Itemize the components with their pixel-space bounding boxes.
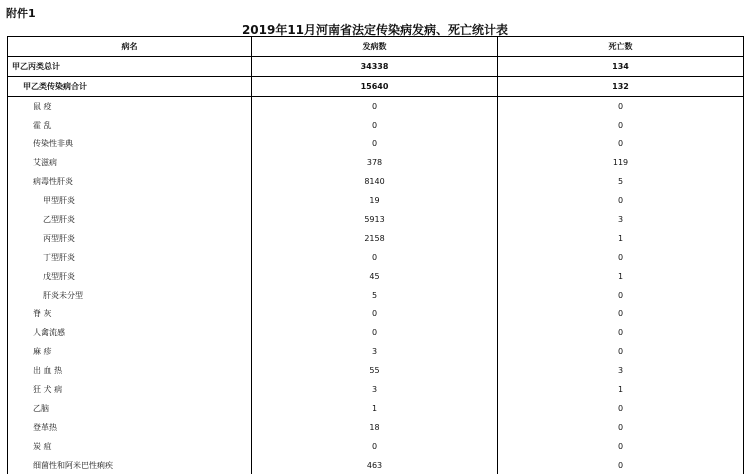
- cases-cell: 0: [252, 116, 498, 135]
- deaths-cell: 0: [498, 437, 744, 456]
- table-row: [8, 399, 744, 418]
- table-row: [8, 304, 744, 323]
- disease-name-cell: 麻 疹: [8, 342, 252, 361]
- deaths-cell: 0: [498, 248, 744, 267]
- disease-name-cell: 鼠 疫: [8, 96, 252, 115]
- deaths-cell: 0: [498, 116, 744, 135]
- cases-cell: 3: [252, 380, 498, 399]
- cases-cell: 0: [252, 248, 498, 267]
- cases-cell: 34338: [252, 56, 498, 76]
- deaths-cell: 0: [498, 304, 744, 323]
- cases-cell: 0: [252, 437, 498, 456]
- table-row: [8, 342, 744, 361]
- table-row: [8, 134, 744, 153]
- cases-cell: 378: [252, 153, 498, 172]
- deaths-cell: 132: [498, 76, 744, 96]
- deaths-cell: 0: [498, 456, 744, 474]
- table-row: [8, 361, 744, 380]
- table-row: [8, 172, 744, 191]
- table-row: [8, 456, 744, 474]
- disease-name-cell: 乙型肝炎: [8, 210, 252, 229]
- disease-name-cell: 脊 灰: [8, 304, 252, 323]
- disease-name-cell: 乙脑: [8, 399, 252, 418]
- table-row: [8, 323, 744, 342]
- cases-cell: 5913: [252, 210, 498, 229]
- cases-cell: 19: [252, 191, 498, 210]
- disease-name-cell: 霍 乱: [8, 116, 252, 135]
- table-header-row: [8, 37, 744, 57]
- cases-cell: 0: [252, 134, 498, 153]
- deaths-cell: 1: [498, 380, 744, 399]
- disease-name-cell: 肝炎未分型: [8, 286, 252, 305]
- cases-cell: 45: [252, 267, 498, 286]
- deaths-cell: 0: [498, 191, 744, 210]
- deaths-cell: 0: [498, 286, 744, 305]
- cases-cell: 5: [252, 286, 498, 305]
- table-row: [8, 418, 744, 437]
- cases-cell: 463: [252, 456, 498, 474]
- deaths-cell: 3: [498, 210, 744, 229]
- deaths-cell: 0: [498, 134, 744, 153]
- table-row: [8, 210, 744, 229]
- cases-cell: 0: [252, 96, 498, 115]
- cases-cell: 18: [252, 418, 498, 437]
- deaths-cell: 1: [498, 267, 744, 286]
- disease-name-cell: 戊型肝炎: [8, 267, 252, 286]
- table-row: [8, 96, 744, 115]
- page-title: 2019年11月河南省法定传染病发病、死亡统计表: [0, 21, 750, 38]
- table-row: [8, 380, 744, 399]
- subtotal-row: [8, 76, 744, 96]
- deaths-cell: 134: [498, 56, 744, 76]
- deaths-cell: 5: [498, 172, 744, 191]
- deaths-cell: 0: [498, 96, 744, 115]
- attachment-label: 附件1: [6, 5, 36, 21]
- statistics-table: [7, 36, 744, 474]
- disease-name-cell: 人禽流感: [8, 323, 252, 342]
- disease-name-cell: 传染性非典: [8, 134, 252, 153]
- cases-cell: 3: [252, 342, 498, 361]
- disease-name-cell: 甲乙类传染病合计: [8, 76, 252, 96]
- table-row: [8, 191, 744, 210]
- table-row: [8, 116, 744, 135]
- disease-name-cell: 细菌性和阿米巴性痢疾: [8, 456, 252, 474]
- grand-total-row: [8, 56, 744, 76]
- table-body: [8, 37, 744, 474]
- table-row: [8, 248, 744, 267]
- disease-name-cell: 甲乙丙类总计: [8, 56, 252, 76]
- disease-name-cell: 出 血 热: [8, 361, 252, 380]
- disease-name-cell: 甲型肝炎: [8, 191, 252, 210]
- cases-cell: 8140: [252, 172, 498, 191]
- cases-cell: 0: [252, 304, 498, 323]
- table-row: [8, 153, 744, 172]
- table-row: [8, 437, 744, 456]
- table-row: [8, 229, 744, 248]
- deaths-cell: 0: [498, 342, 744, 361]
- disease-name-cell: 炭 疽: [8, 437, 252, 456]
- deaths-cell: 0: [498, 399, 744, 418]
- disease-name-cell: 丁型肝炎: [8, 248, 252, 267]
- table-row: [8, 286, 744, 305]
- cases-cell: 1: [252, 399, 498, 418]
- deaths-cell: 0: [498, 418, 744, 437]
- deaths-cell: 119: [498, 153, 744, 172]
- deaths-cell: 3: [498, 361, 744, 380]
- disease-name-cell: 狂 犬 病: [8, 380, 252, 399]
- header-disease-name: 病名: [8, 37, 252, 57]
- disease-name-cell: 丙型肝炎: [8, 229, 252, 248]
- deaths-cell: 1: [498, 229, 744, 248]
- disease-name-cell: 艾滋病: [8, 153, 252, 172]
- disease-name-cell: 登革热: [8, 418, 252, 437]
- cases-cell: 0: [252, 323, 498, 342]
- cases-cell: 2158: [252, 229, 498, 248]
- header-cases: 发病数: [252, 37, 498, 57]
- cases-cell: 15640: [252, 76, 498, 96]
- table-row: [8, 267, 744, 286]
- disease-name-cell: 病毒性肝炎: [8, 172, 252, 191]
- deaths-cell: 0: [498, 323, 744, 342]
- cases-cell: 55: [252, 361, 498, 380]
- header-deaths: 死亡数: [498, 37, 744, 57]
